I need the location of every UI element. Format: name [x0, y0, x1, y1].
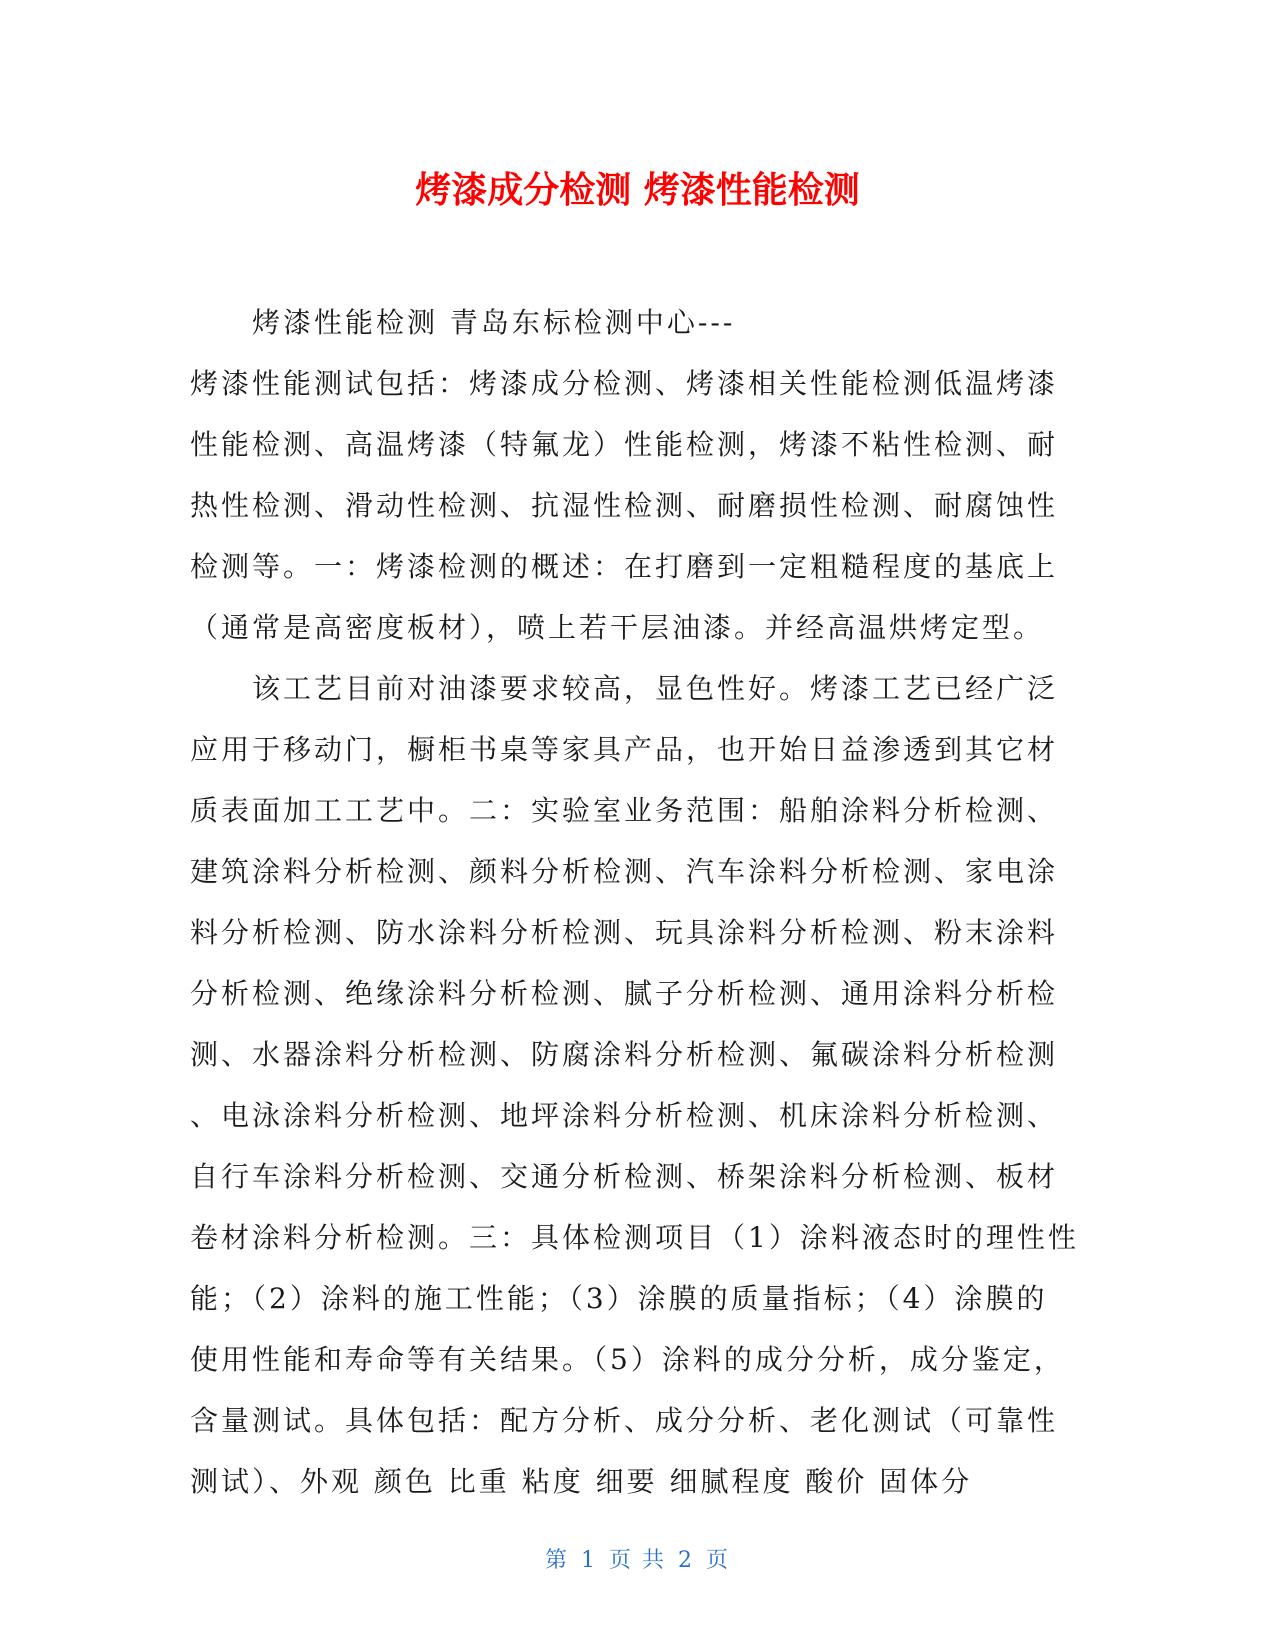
paragraph-line: 质表面加工工艺中。二：实验室业务范围：船舶涂料分析检测、 [190, 794, 1059, 827]
paragraph-line: 测、水器涂料分析检测、防腐涂料分析检测、氟碳涂料分析检测 [190, 1038, 1059, 1071]
paragraph-line: 建筑涂料分析检测、颜料分析检测、汽车涂料分析检测、家电涂 [190, 855, 1059, 888]
paragraph-line: 性能检测、高温烤漆（特氟龙）性能检测，烤漆不粘性检测、耐 [190, 428, 1059, 461]
paragraph-line: 测试）、外观 颜色 比重 粘度 细要 细腻程度 酸价 固体分 [190, 1465, 973, 1498]
paragraph-line: 检测等。一：烤漆检测的概述：在打磨到一定粗糙程度的基底上 [190, 550, 1059, 583]
footer-prefix: 第 [544, 1548, 569, 1573]
document-body [190, 292, 1090, 1512]
paragraph-line: 料分析检测、防水涂料分析检测、玩具涂料分析检测、粉末涂料 [190, 916, 1059, 949]
footer-suffix: 页 [706, 1548, 731, 1573]
total-page-number: 2 [678, 1548, 694, 1573]
paragraph-line: 烤漆性能测试包括：烤漆成分检测、烤漆相关性能检测低温烤漆 [190, 367, 1059, 400]
document-title: 烤漆成分检测 烤漆性能检测 [415, 170, 860, 211]
paragraph-line: （通常是高密度板材），喷上若干层油漆。并经高温烘烤定型。 [190, 611, 1045, 644]
paragraph-line: 自行车涂料分析检测、交通分析检测、桥架涂料分析检测、板材 [190, 1160, 1059, 1193]
paragraph-line: 热性检测、滑动性检测、抗湿性检测、耐磨损性检测、耐腐蚀性 [190, 489, 1059, 522]
paragraph-line: 、电泳涂料分析检测、地坪涂料分析检测、机床涂料分析检测、 [190, 1099, 1059, 1132]
paragraph-line: 分析检测、绝缘涂料分析检测、腻子分析检测、通用涂料分析检 [190, 977, 1059, 1010]
paragraph-line: 卷材涂料分析检测。三：具体检测项目（1）涂料液态时的理性性 [190, 1221, 1079, 1254]
page-number-footer [0, 1543, 1275, 1574]
paragraph-line: 含量测试。具体包括：配方分析、成分分析、老化测试（可靠性 [190, 1404, 1059, 1437]
current-page-number: 1 [581, 1548, 597, 1573]
paragraph-line: 烤漆性能检测 青岛东标检测中心--- [252, 306, 736, 339]
paragraph-line: 能；（2）涂料的施工性能；（3）涂膜的质量指标；（4）涂膜的 [190, 1282, 1048, 1315]
footer-of: 页 共 [609, 1548, 666, 1573]
paragraph-line: 使用性能和寿命等有关结果。（5）涂料的成分分析，成分鉴定， [190, 1343, 1065, 1376]
paragraph-line: 应用于移动门，橱柜书桌等家具产品，也开始日益渗透到其它材 [190, 733, 1059, 766]
paragraph-line: 该工艺目前对油漆要求较高，显色性好。烤漆工艺已经广泛 [252, 672, 1059, 705]
